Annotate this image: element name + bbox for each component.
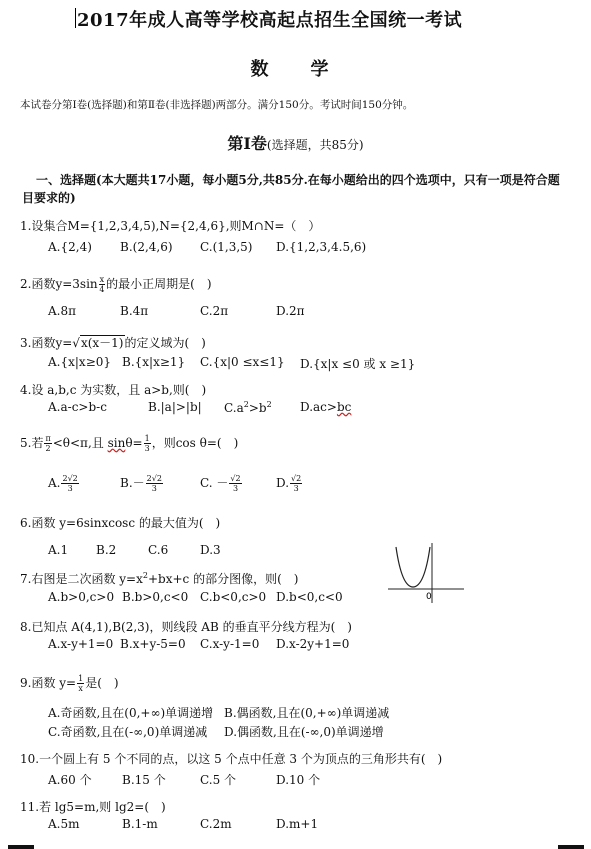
fraction-numerator: 2√2 xyxy=(146,474,162,483)
question-9-option-d: D.偶函数,且在(-∞,0)单调递增 xyxy=(224,725,384,739)
spellcheck-underlined-word: bc xyxy=(336,400,352,414)
question-8-stem: 8.已知点 A(4,1),B(2,3)，则线段 AB 的垂直平分线方程为( ) xyxy=(20,620,352,634)
fraction-numerator: 2√2 xyxy=(62,474,78,483)
question-10-option-d: D.10 个 xyxy=(276,773,321,787)
option-label: A. xyxy=(48,476,61,490)
fraction-numerator: 1 xyxy=(144,434,150,443)
question-5-text: 5.若 xyxy=(20,436,44,450)
fraction-denominator: 3 xyxy=(144,444,150,453)
question-11-option-a: A.5m xyxy=(48,817,80,831)
question-4-option-d-text: D.ac> xyxy=(300,400,337,414)
question-6-option-b: B.2 xyxy=(96,543,117,557)
part-one-title: 第Ⅰ卷 xyxy=(227,134,267,153)
question-6-option-a: A.1 xyxy=(48,543,69,557)
question-5-option-b xyxy=(120,474,164,493)
question-1-option-d: D.{1,2,3,4.5,6) xyxy=(276,240,367,254)
fraction-1-over-x xyxy=(77,674,84,693)
question-3-option-a: A.{x|x≥0} xyxy=(48,355,112,369)
fraction-numerator: π xyxy=(45,434,51,443)
fraction-denominator: 4 xyxy=(99,285,105,294)
question-5-option-a xyxy=(48,474,80,493)
question-10-option-a: A.60 个 xyxy=(48,773,92,787)
question-11-option-d: D.m+1 xyxy=(276,817,319,831)
question-1-stem: 1.设集合M={1,2,3,4,5),N={2,4,6},则M∩N=（ ） xyxy=(20,219,321,233)
origin-label: 0 xyxy=(426,592,432,602)
question-5-stem xyxy=(20,434,238,453)
question-2-option-b: B.4π xyxy=(120,304,149,318)
question-8-option-c: C.x-y-1=0 xyxy=(200,637,260,651)
parabola-graph xyxy=(386,541,466,605)
question-4-option-c-base: C.a xyxy=(224,401,244,415)
question-10-stem: 10.一个圆上有 5 个不同的点，以这 5 个点中任意 3 个为顶点的三角形共有( ) xyxy=(20,752,443,766)
question-10-option-c: C.5 个 xyxy=(200,773,237,787)
part-one-note: (选择题，共85分) xyxy=(266,138,364,152)
question-2-text-start: 2.函数y=3sin xyxy=(20,277,98,291)
question-7-text-start: 7.右图是二次函数 y=x xyxy=(20,572,143,586)
question-1-option-c: C.(1,3,5) xyxy=(200,240,253,254)
question-5-text: θ= xyxy=(125,436,143,450)
text-cursor xyxy=(75,8,76,28)
option-fraction xyxy=(290,474,302,493)
question-3-option-d: D.{x|x ≤0 或 x ≥1} xyxy=(300,357,416,371)
question-11-option-b: B.1-m xyxy=(122,817,158,831)
question-3-text-end: 的定义域为( ) xyxy=(124,336,206,350)
exam-instructions: 本试卷分第Ⅰ卷(选择题)和第Ⅱ卷(非选择题)两部分。满分150分。考试时间150分钟。 xyxy=(20,99,414,111)
option-fraction xyxy=(61,474,78,493)
fraction-denominator: 3 xyxy=(67,484,73,493)
exam-title: 2017年成人高等学校高起点招生全国统一考试 xyxy=(77,10,463,31)
question-9-text-end: 是( ) xyxy=(85,676,119,690)
fraction-denominator: x xyxy=(78,684,83,693)
fraction-1-over-3 xyxy=(144,434,151,453)
fraction-denominator: 3 xyxy=(232,484,239,493)
question-9-option-b: B.偶函数,且在(0,+∞)单调递减 xyxy=(224,706,390,720)
question-11-option-c: C.2m xyxy=(200,817,232,831)
part-one-heading xyxy=(0,131,591,154)
option-label: D. xyxy=(276,476,290,490)
sqrt-sign: √ xyxy=(72,336,80,350)
option-fraction xyxy=(146,474,163,493)
question-7-option-d: D.b<0,c<0 xyxy=(276,590,343,604)
question-9-text-start: 9.函数 y= xyxy=(20,676,77,690)
question-10-option-b: B.15 个 xyxy=(122,773,166,787)
question-3-text-start: 3.函数y= xyxy=(20,336,73,350)
question-11-stem: 11.若 lg5=m,则 lg2=( ) xyxy=(20,800,166,814)
question-6-option-c: C.6 xyxy=(148,543,169,557)
exponent: 2 xyxy=(142,571,148,580)
fraction-pi-over-2 xyxy=(44,434,51,453)
page-edge-mark-left xyxy=(8,845,34,849)
question-8-option-a: A.x-y+1=0 xyxy=(48,637,114,651)
option-fraction xyxy=(229,474,241,493)
fraction-denominator: 3 xyxy=(151,484,157,493)
question-9-stem xyxy=(20,674,119,693)
question-6-option-d: D.3 xyxy=(200,543,221,557)
fraction-numerator: √2 xyxy=(230,474,241,483)
question-2-option-c: C.2π xyxy=(200,304,229,318)
spellcheck-underlined-word: sin xyxy=(107,436,126,450)
exponent: 2 xyxy=(266,400,272,409)
question-7-option-b: B.b>0,c<0 xyxy=(122,590,189,604)
subject-heading: 数 学 xyxy=(250,59,341,80)
fraction-x-over-4 xyxy=(99,275,106,294)
question-3-stem xyxy=(20,334,206,351)
question-7-option-a: A.b>0,c>0 xyxy=(48,590,115,604)
question-3-option-c: C.{x|0 ≤x≤1} xyxy=(200,355,285,369)
question-8-option-b: B.x+y-5=0 xyxy=(120,637,186,651)
question-2-option-d: D.2π xyxy=(276,304,305,318)
question-5-option-d xyxy=(276,474,303,493)
section-heading: 一、选择题(本大题共17小题，每小题5分,共85分.在每小题给出的四个选项中，只有一项是符合题目要求的) xyxy=(22,173,560,205)
question-6-stem: 6.函数 y=6sinxcosc 的最大值为( ) xyxy=(20,516,221,530)
sqrt-radicand: x(x－1) xyxy=(80,336,124,350)
question-7-text-end: +bx+c 的部分图像，则( ) xyxy=(147,572,299,586)
question-4-option-b: B.|a|>|b| xyxy=(148,400,202,414)
question-1-option-b: B.(2,4,6) xyxy=(120,240,173,254)
question-4-stem: 4.设 a,b,c 为实数，且 a>b,则( ) xyxy=(20,383,207,397)
question-2-stem xyxy=(20,275,212,294)
parabola-curve xyxy=(396,547,430,587)
question-5-text: ，则cos θ=( ) xyxy=(151,436,239,450)
question-8-option-d: D.x-2y+1=0 xyxy=(276,637,350,651)
question-7-stem xyxy=(20,570,298,587)
option-label: C. － xyxy=(200,476,229,490)
fraction-denominator: 2 xyxy=(45,444,51,453)
question-5-text: <θ<π,且 xyxy=(52,436,108,450)
exponent: 2 xyxy=(243,400,249,409)
question-3-option-b: B.{x|x≥1} xyxy=(122,355,186,369)
page-edge-mark-right xyxy=(558,845,584,849)
fraction-numerator: 1 xyxy=(78,674,84,683)
fraction-denominator: 3 xyxy=(293,484,299,493)
question-5-option-c xyxy=(200,474,243,493)
question-4-option-c xyxy=(224,400,272,415)
question-4-option-c-rest: >b xyxy=(248,401,267,415)
question-7-option-c: C.b<0,c>0 xyxy=(200,590,267,604)
fraction-numerator: √2 xyxy=(291,474,302,483)
question-1-option-a: A.{2,4) xyxy=(48,240,92,254)
option-label: B.－ xyxy=(120,476,145,490)
question-2-option-a: A.8π xyxy=(48,304,77,318)
question-9-option-a: A.奇函数,且在(0,+∞)单调递增 xyxy=(48,706,214,720)
question-4-option-d xyxy=(300,400,351,414)
question-9-option-c: C.奇函数,且在(-∞,0)单调递减 xyxy=(48,725,208,739)
question-4-option-a: A.a-c>b-c xyxy=(48,400,107,414)
question-2-text-end: 的最小正周期是( ) xyxy=(106,277,212,291)
fraction-numerator: x xyxy=(99,275,105,284)
